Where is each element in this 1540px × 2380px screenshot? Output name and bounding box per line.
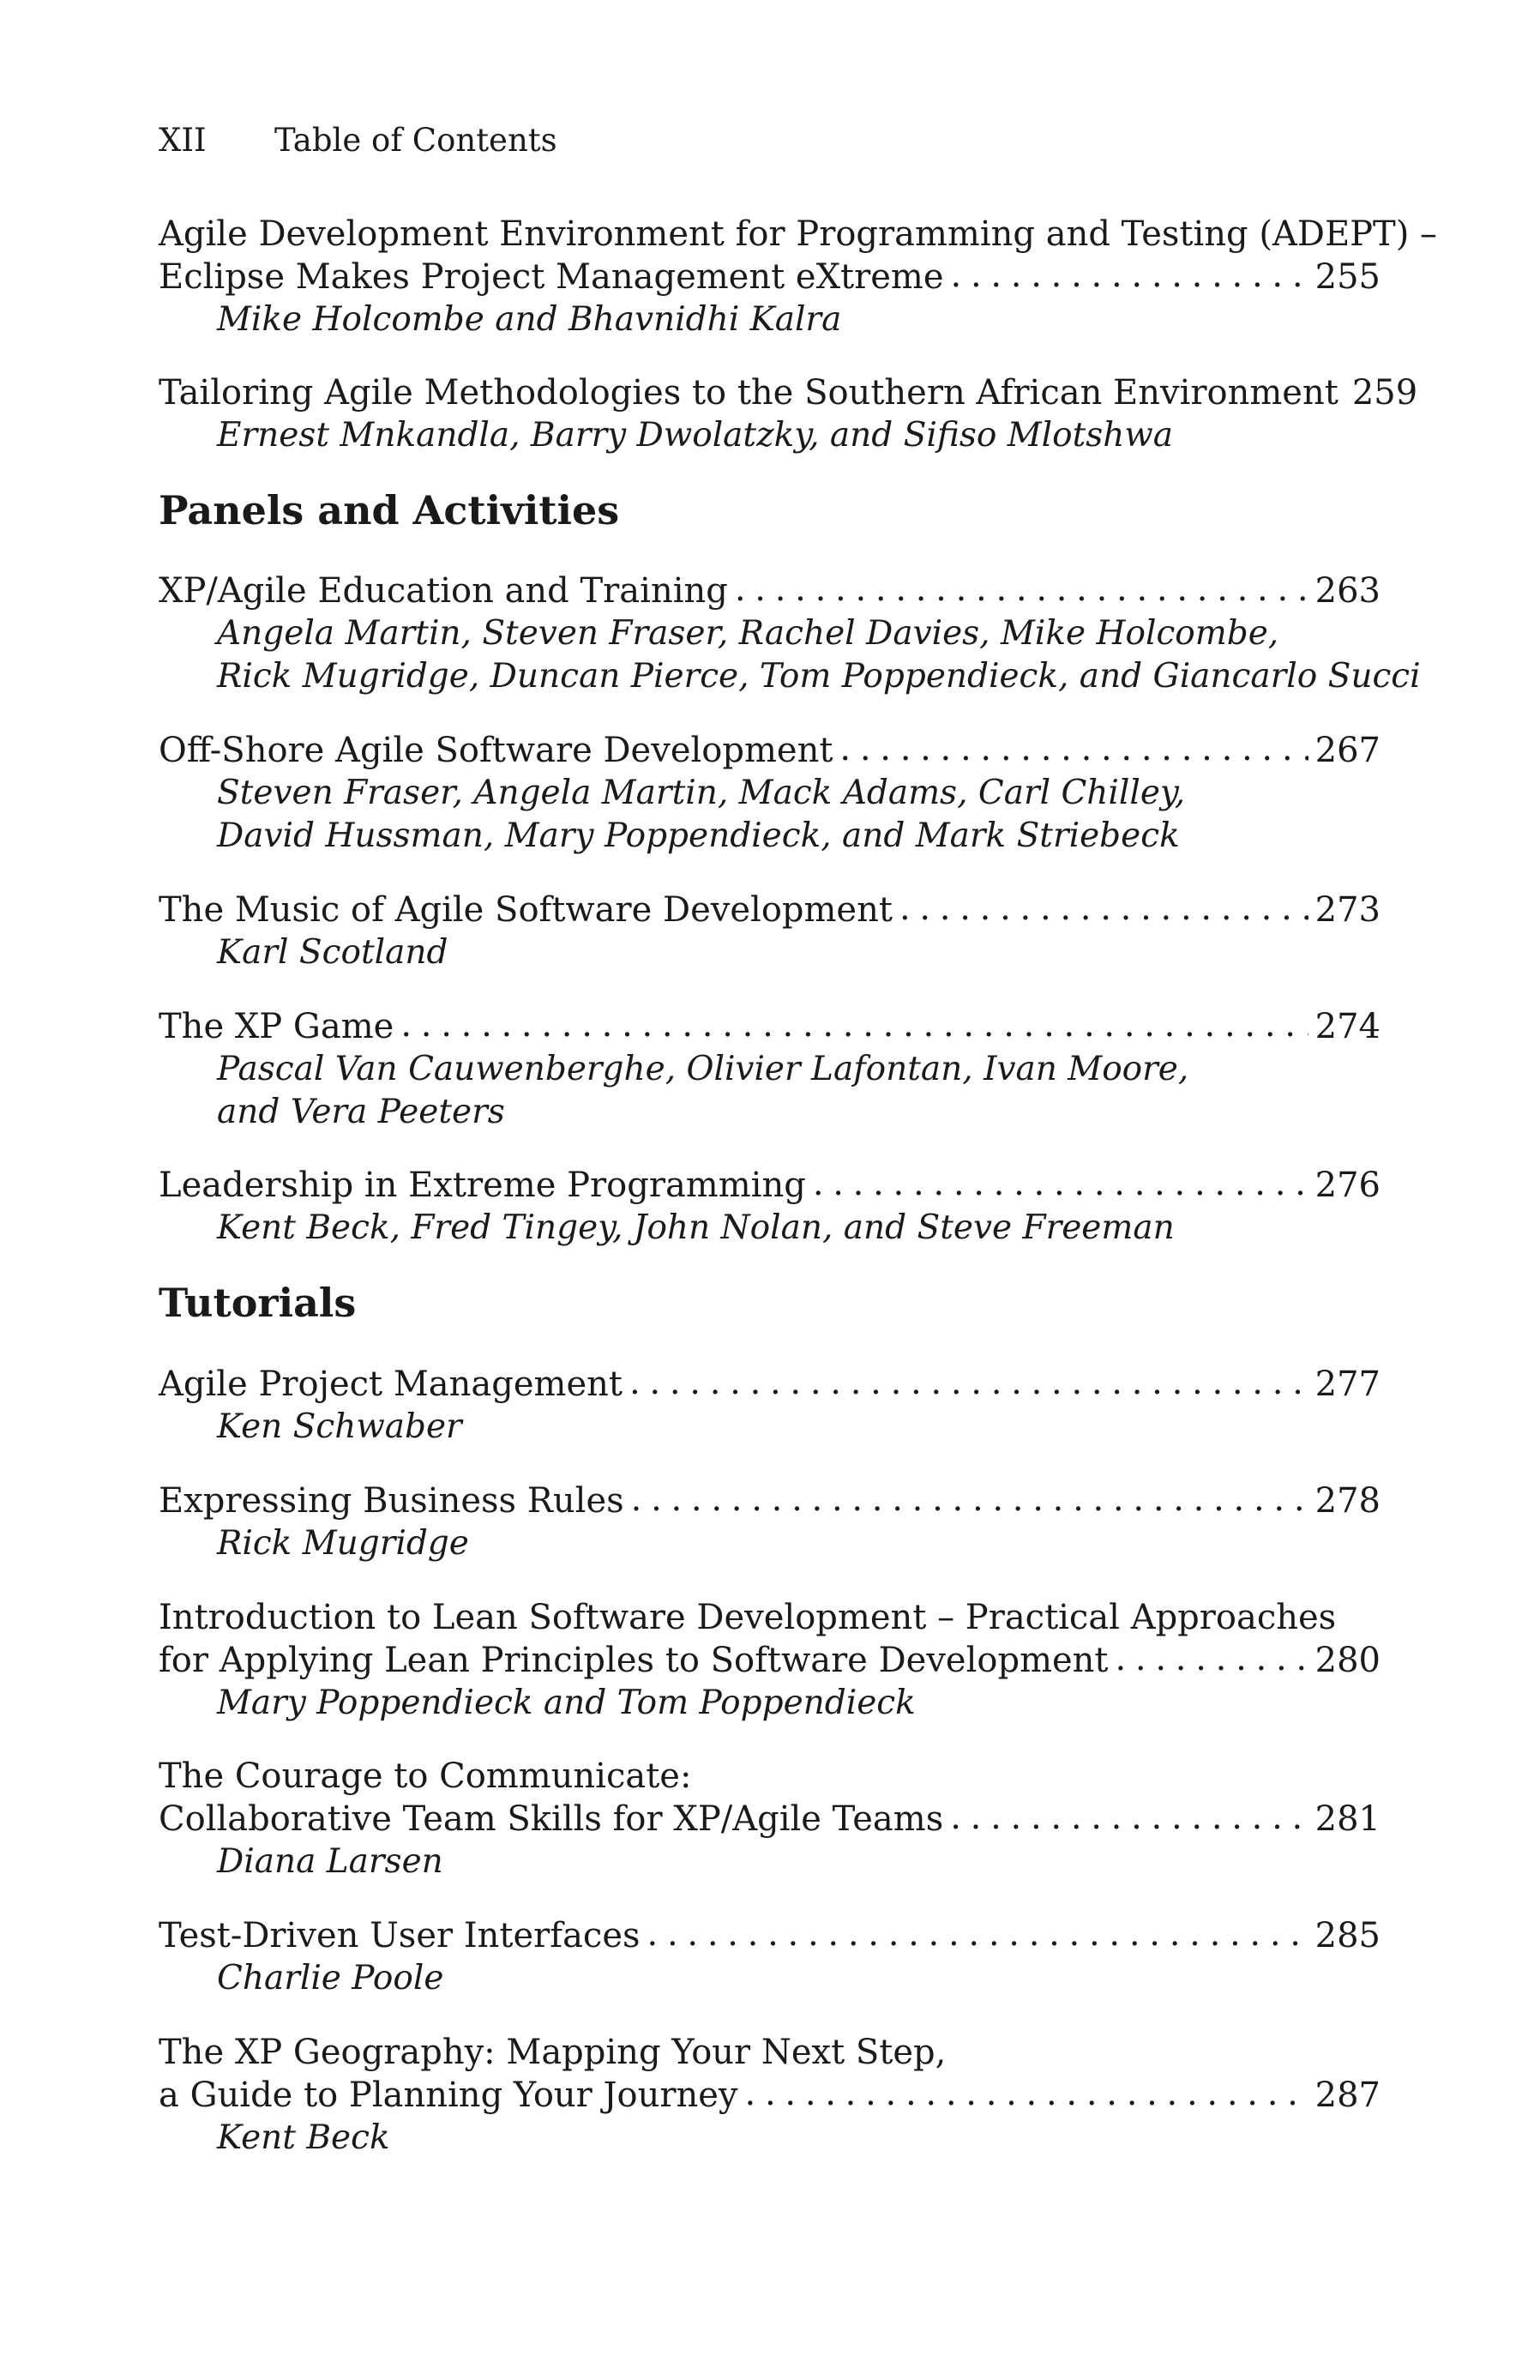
page-number: 273 [1314,890,1381,930]
entry-title-line: Leadership in Extreme Programming . . . 276 [159,1164,1381,1207]
page-number: 267 [1314,731,1381,770]
toc-entry[interactable] [159,889,1381,974]
running-head [159,122,557,159]
page-number: 255 [1314,257,1381,297]
page-number: 287 [1314,2076,1381,2115]
page-number: 263 [1314,571,1381,611]
entry-authors: Ernest Mnkandla, Barry Dwolatzky, and Sifiso Mlotshwa [217,416,1174,455]
entry-title-line: Introduction to Lean Software Development – Practical Approaches [159,1598,1337,1637]
entry-title-line: Expressing Business Rules . . . 278 [159,1479,1381,1522]
page-number: 276 [1314,1166,1381,1205]
dot-leader [839,727,1308,770]
section-heading: Tutorials [159,1280,357,1326]
entry-title-line: The Music of Agile Software Development . . . 273 [159,889,1381,931]
entry-title-line: for Applying Lean Principles to Software Development . . . 280 [159,1639,1381,1682]
toc-entry[interactable] [159,2031,1381,2160]
dot-leader [735,568,1308,611]
entry-title-line: a Guide to Planning Your Journey . . . 287 [159,2074,1381,2117]
entry-authors: Steven Fraser, Angela Martin, Mack Adams, Carl Chilley, [217,774,1186,812]
entry-authors: Mike Holcombe and Bhavnidhi Kalra [217,300,842,339]
entry-authors: Rick Mugridge, Duncan Pierce, Tom Poppendieck, and Giancarlo Succi [217,657,1421,696]
toc-entry[interactable] [159,213,1438,341]
dot-leader [745,2072,1308,2115]
toc-entry[interactable] [159,1363,1381,1449]
section-heading: Panels and Activities [159,487,620,533]
toc-entry[interactable] [159,569,1421,698]
entry-title-line: The Courage to Communicate: [159,1756,692,1796]
entry-authors: Angela Martin, Steven Fraser, Rachel Davies, Mike Holcombe, [217,614,1279,653]
toc-entry[interactable] [159,1479,1381,1565]
entry-authors: Karl Scotland [217,933,448,972]
entry-authors: Charlie Poole [217,1959,444,1997]
entry-title-line: XP/Agile Education and Training . . . 263 [159,569,1381,612]
dot-leader [950,1796,1308,1839]
entry-title-line: Collaborative Team Skills for XP/Agile Teams . . . 281 [159,1798,1381,1841]
entry-title-line: Test-Driven User Interfaces . . . 285 [159,1914,1381,1957]
entry-authors: David Hussman, Mary Poppendieck, and Mark Striebeck [217,816,1180,855]
dot-leader [1116,1637,1308,1680]
entry-authors: and Vera Peeters [217,1093,505,1131]
dot-leader [631,1478,1308,1521]
page-number: 259 [1351,373,1418,413]
dot-leader [647,1913,1308,1955]
entry-authors: Kent Beck [217,2118,390,2157]
dot-leader [629,1361,1308,1404]
dot-leader [951,254,1308,297]
page-number: 278 [1314,1481,1381,1521]
entry-title-line: The XP Game . . . 274 [159,1005,1381,1048]
entry-title-line: Eclipse Makes Project Management eXtreme . . . 255 [159,256,1381,298]
entry-authors: Mary Poppendieck and Tom Poppendieck [217,1684,916,1722]
running-head-title: Table of Contents [274,122,557,159]
entry-authors: Diana Larsen [217,1842,443,1881]
dot-leader [813,1162,1308,1205]
entry-title-line: Tailoring Agile Methodologies to the Southern African Environment 259 [159,373,1418,413]
toc-entry[interactable] [159,371,1418,457]
entry-title-line: Agile Development Environment for Programming and Testing (ADEPT) – [159,214,1438,254]
toc-entry[interactable] [159,1914,1381,2000]
entry-authors: Kent Beck, Fred Tingey, John Nolan, and Steve Freeman [217,1208,1175,1247]
page-number: 285 [1314,1916,1381,1955]
entry-authors: Ken Schwaber [217,1407,462,1446]
entry-authors: Pascal Van Cauwenberghe, Olivier Lafontan, Ivan Moore, [217,1050,1189,1088]
page-number: 280 [1314,1641,1381,1680]
dot-leader [899,887,1308,930]
page-number: 274 [1314,1007,1381,1046]
page-number: 281 [1314,1799,1381,1839]
toc-entry[interactable] [159,1596,1381,1725]
toc-entry[interactable] [159,1005,1381,1134]
entry-authors: Rick Mugridge [217,1524,469,1563]
toc-entry[interactable] [159,1164,1381,1250]
toc-entry[interactable] [159,729,1381,858]
entry-title-line: The XP Geography: Mapping Your Next Step, [159,2033,947,2072]
entry-title-line: Agile Project Management . . . 277 [159,1363,1381,1406]
dot-leader [400,1003,1308,1046]
entry-title-line: Off-Shore Agile Software Development . . . 267 [159,729,1381,772]
page-folio: XII [159,122,207,159]
toc-entry[interactable] [159,1755,1381,1883]
page-number: 277 [1314,1365,1381,1404]
